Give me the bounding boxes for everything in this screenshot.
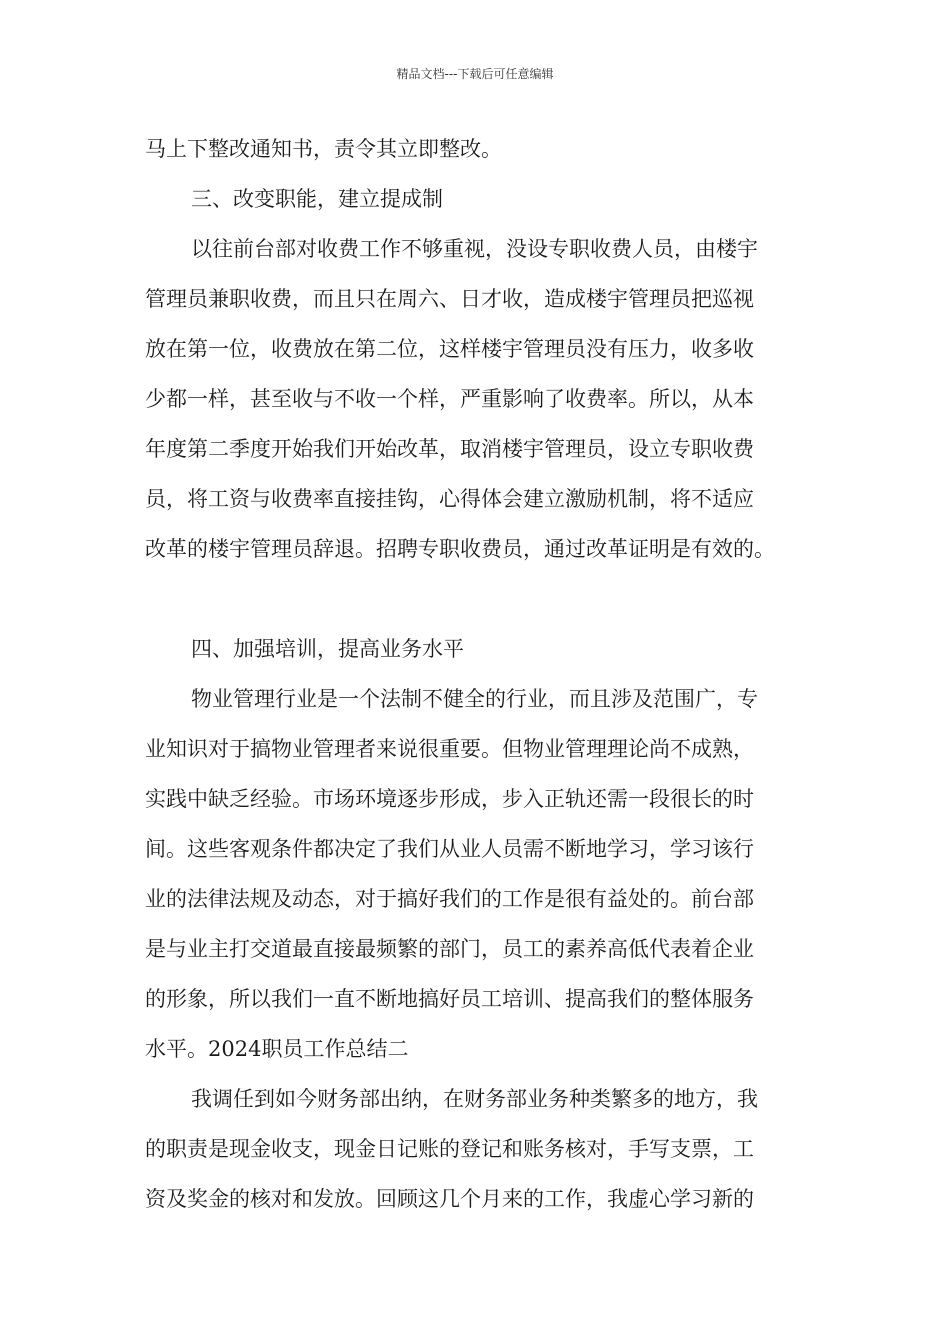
paragraph-line: 水平。2024职员工作总结二 xyxy=(145,1037,409,1061)
paragraph-line: 我调任到如今财务部出纳，在财务部业务种类繁多的地方，我 xyxy=(191,1087,758,1111)
section-heading: 四、加强培训，提高业务水平 xyxy=(191,637,464,661)
paragraph-line: 员，将工资与收费率直接挂钩，心得体会建立激励机制，将不适应 xyxy=(145,487,754,511)
paragraph-line: 放在第一位，收费放在第二位，这样楼宇管理员没有压力，收多收 xyxy=(145,337,754,361)
section-heading: 三、改变职能，建立提成制 xyxy=(191,187,443,211)
paragraph-line: 的形象，所以我们一直不断地搞好员工培训、提高我们的整体服务 xyxy=(145,987,754,1011)
document-body xyxy=(145,124,825,1224)
paragraph-line: 管理员兼职收费，而且只在周六、日才收，造成楼宇管理员把巡视 xyxy=(145,287,754,311)
paragraph-line: 资及奖金的核对和发放。回顾这几个月来的工作，我虚心学习新的 xyxy=(145,1187,754,1211)
paragraph-line: 以往前台部对收费工作不够重视，没设专职收费人员，由楼宇 xyxy=(191,237,758,261)
paragraph-gap xyxy=(145,574,825,624)
page-header: 精品文档---下载后可任意编辑 xyxy=(396,67,554,81)
paragraph-line: 年度第二季度开始我们开始改革，取消楼宇管理员，设立专职收费 xyxy=(145,437,754,461)
paragraph-line: 实践中缺乏经验。市场环境逐步形成，步入正轨还需一段很长的时 xyxy=(145,787,754,811)
paragraph-line: 业知识对于搞物业管理者来说很重要。但物业管理理论尚不成熟， xyxy=(145,737,754,761)
paragraph-line: 的职责是现金收支，现金日记账的登记和账务核对，手写支票，工 xyxy=(145,1137,754,1161)
paragraph-line: 业的法律法规及动态，对于搞好我们的工作是很有益处的。前台部 xyxy=(145,887,754,911)
paragraph-line: 少都一样，甚至收与不收一个样，严重影响了收费率。所以，从本 xyxy=(145,387,754,411)
paragraph-line: 间。这些客观条件都决定了我们从业人员需不断地学习，学习该行 xyxy=(145,837,754,861)
paragraph-line: 物业管理行业是一个法制不健全的行业，而且涉及范围广，专 xyxy=(191,687,758,711)
paragraph-line: 改革的楼宇管理员辞退。招聘专职收费员，通过改革证明是有效的。 xyxy=(145,537,775,561)
paragraph-line: 是与业主打交道最直接最频繁的部门，员工的素养高低代表着企业 xyxy=(145,937,754,961)
paragraph-line: 马上下整改通知书，责令其立即整改。 xyxy=(145,137,502,161)
